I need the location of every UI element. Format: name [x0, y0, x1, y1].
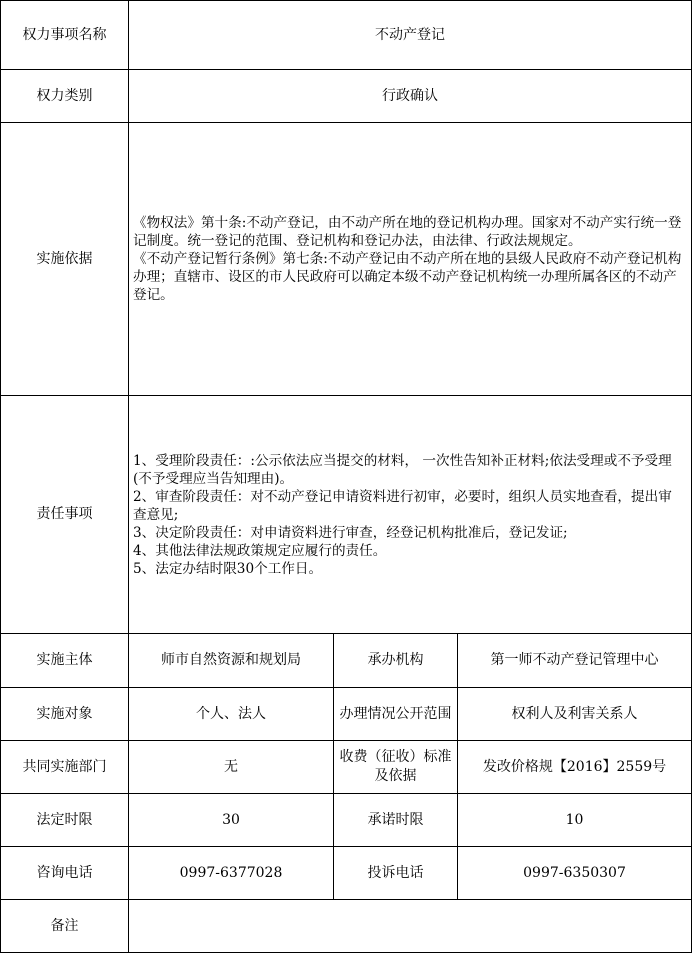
row-category: [1, 70, 692, 123]
value: 0997-6377028: [129, 847, 334, 900]
row-duties: [1, 396, 692, 634]
label: 投诉电话: [334, 847, 458, 900]
label: 咨询电话: [1, 847, 129, 900]
paragraph: 3、决定阶段责任：对申请资料进行审查，经登记机构批准后，登记发证;: [133, 524, 568, 541]
value: 发改价格规【2016】2559号: [458, 741, 692, 794]
label: 责任事项: [1, 396, 129, 634]
value: 不动产登记: [129, 1, 692, 70]
label: 承诺时限: [334, 794, 458, 847]
paragraph: 1、受理阶段责任：:公示依法应当提交的材料， 一次性告知补正材料;依法受理或不予受理(不予受理应当告知理由)。: [133, 452, 672, 487]
duties-text: [129, 396, 692, 634]
value: 0997-6350307: [458, 847, 692, 900]
grid-row: [1, 688, 692, 741]
value: 10: [458, 794, 692, 847]
grid-row: [1, 794, 692, 847]
row-remarks: [1, 900, 692, 953]
value: 师市自然资源和规划局: [129, 634, 334, 688]
paragraph: 4、其他法律法规政策规定应履行的责任。: [133, 542, 387, 559]
label: 实施对象: [1, 688, 129, 741]
label: 实施依据: [1, 123, 129, 396]
value: 个人、法人: [129, 688, 334, 741]
label: 权力事项名称: [1, 1, 129, 70]
label: 实施主体: [1, 634, 129, 688]
label: 备注: [1, 900, 129, 953]
grid-row: [1, 847, 692, 900]
label: 收费（征收）标准及依据: [334, 741, 458, 794]
label: 办理情况公开范围: [334, 688, 458, 741]
paragraph: 《不动产登记暂行条例》第七条:不动产登记由不动产所在地的县级人民政府不动产登记机构办理；直辖市、设区的市人民政府可以确定本级不动产登记机构统一办理所属各区的不动产登记。: [133, 251, 682, 303]
grid-row: [1, 634, 692, 688]
label: 法定时限: [1, 794, 129, 847]
value: 权利人及利害关系人: [458, 688, 692, 741]
paragraph: 2、审查阶段责任：对不动产登记申请资料进行初审，必要时，组织人员实地查看，提出审查意见;: [133, 488, 672, 523]
label: 共同实施部门: [1, 741, 129, 794]
value: 行政确认: [129, 70, 692, 123]
paragraph: 5、法定办结时限30个工作日。: [133, 560, 323, 577]
value: 30: [129, 794, 334, 847]
row-basis: [1, 123, 692, 396]
label: 承办机构: [334, 634, 458, 688]
value: [129, 900, 692, 953]
grid-row: [1, 741, 692, 794]
basis-text: [129, 123, 692, 396]
row-item-name: [1, 1, 692, 70]
label: 权力类别: [1, 70, 129, 123]
value: 无: [129, 741, 334, 794]
paragraph: 《物权法》第十条:不动产登记，由不动产所在地的登记机构办理。国家对不动产实行统一登记制度。统一登记的范围、登记机构和登记办法，由法律、行政法规规定。: [133, 215, 682, 249]
value: 第一师不动产登记管理中心: [458, 634, 692, 688]
